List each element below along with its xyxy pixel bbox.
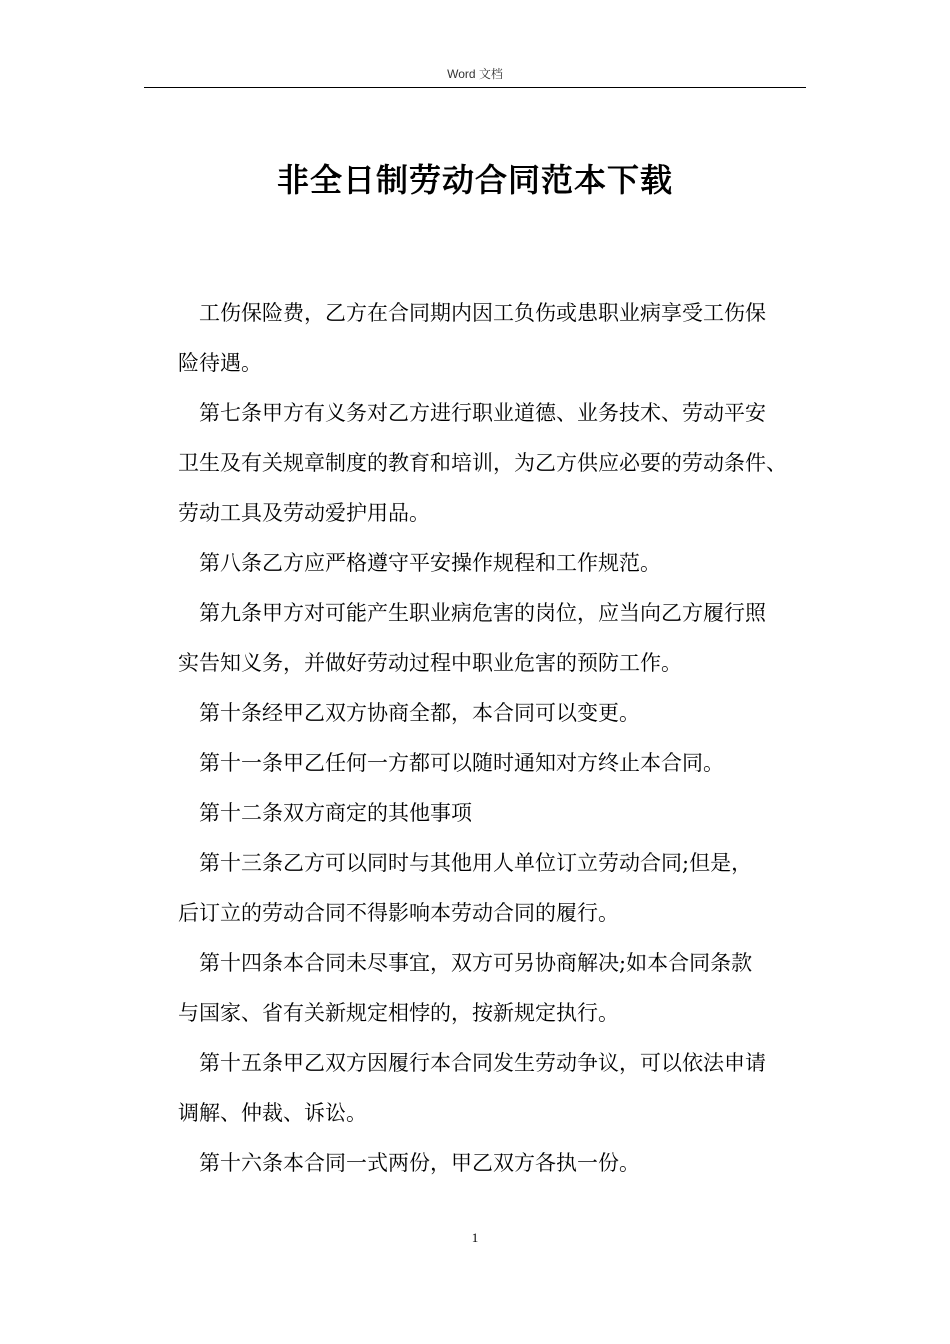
document-body <box>178 288 818 1188</box>
header-rule <box>144 87 806 88</box>
body-paragraph <box>178 288 818 388</box>
paragraph-line: 第十五条甲乙双方因履行本合同发生劳动争议，可以依法申请 <box>199 1051 766 1075</box>
paragraph-line: 第七条甲方有义务对乙方进行职业道德、业务技术、劳动平安 <box>199 401 766 425</box>
paragraph-line: 第十二条双方商定的其他事项 <box>199 801 472 825</box>
document-title: 非全日制劳动合同范本下载 <box>276 161 673 199</box>
paragraph-line: 与国家、省有关新规定相悖的，按新规定执行。 <box>178 1001 619 1025</box>
body-paragraph <box>178 788 818 838</box>
paragraph-line: 第九条甲方对可能产生职业病危害的岗位，应当向乙方履行照 <box>199 601 766 625</box>
body-paragraph <box>178 838 818 938</box>
body-paragraph <box>178 938 818 1038</box>
paragraph-line: 险待遇。 <box>178 351 262 375</box>
page-header: Word 文档 <box>447 67 503 81</box>
body-paragraph <box>178 588 818 688</box>
paragraph-line: 后订立的劳动合同不得影响本劳动合同的履行。 <box>178 901 619 925</box>
paragraph-line: 第十六条本合同一式两份，甲乙双方各执一份。 <box>199 1151 640 1175</box>
body-paragraph <box>178 688 818 738</box>
body-paragraph <box>178 738 818 788</box>
paragraph-line: 第十四条本合同未尽事宜，双方可另协商解决;如本合同条款 <box>199 951 753 975</box>
paragraph-line: 劳动工具及劳动爱护用品。 <box>178 501 430 525</box>
paragraph-line: 第十三条乙方可以同时与其他用人单位订立劳动合同;但是， <box>199 851 753 875</box>
paragraph-line: 卫生及有关规章制度的教育和培训，为乙方供应必要的劳动条件、 <box>178 451 787 475</box>
page-number: 1 <box>471 1230 479 1245</box>
body-paragraph <box>178 1138 818 1188</box>
paragraph-line: 第十一条甲乙任何一方都可以随时通知对方终止本合同。 <box>199 751 724 775</box>
paragraph-line: 调解、仲裁、诉讼。 <box>178 1101 367 1125</box>
paragraph-line: 实告知义务，并做好劳动过程中职业危害的预防工作。 <box>178 651 682 675</box>
paragraph-line: 第十条经甲乙双方协商全都，本合同可以变更。 <box>199 701 640 725</box>
paragraph-line: 工伤保险费，乙方在合同期内因工负伤或患职业病享受工伤保 <box>199 301 766 325</box>
body-paragraph <box>178 388 818 538</box>
paragraph-line: 第八条乙方应严格遵守平安操作规程和工作规范。 <box>199 551 661 575</box>
body-paragraph <box>178 1038 818 1138</box>
body-paragraph <box>178 538 818 588</box>
